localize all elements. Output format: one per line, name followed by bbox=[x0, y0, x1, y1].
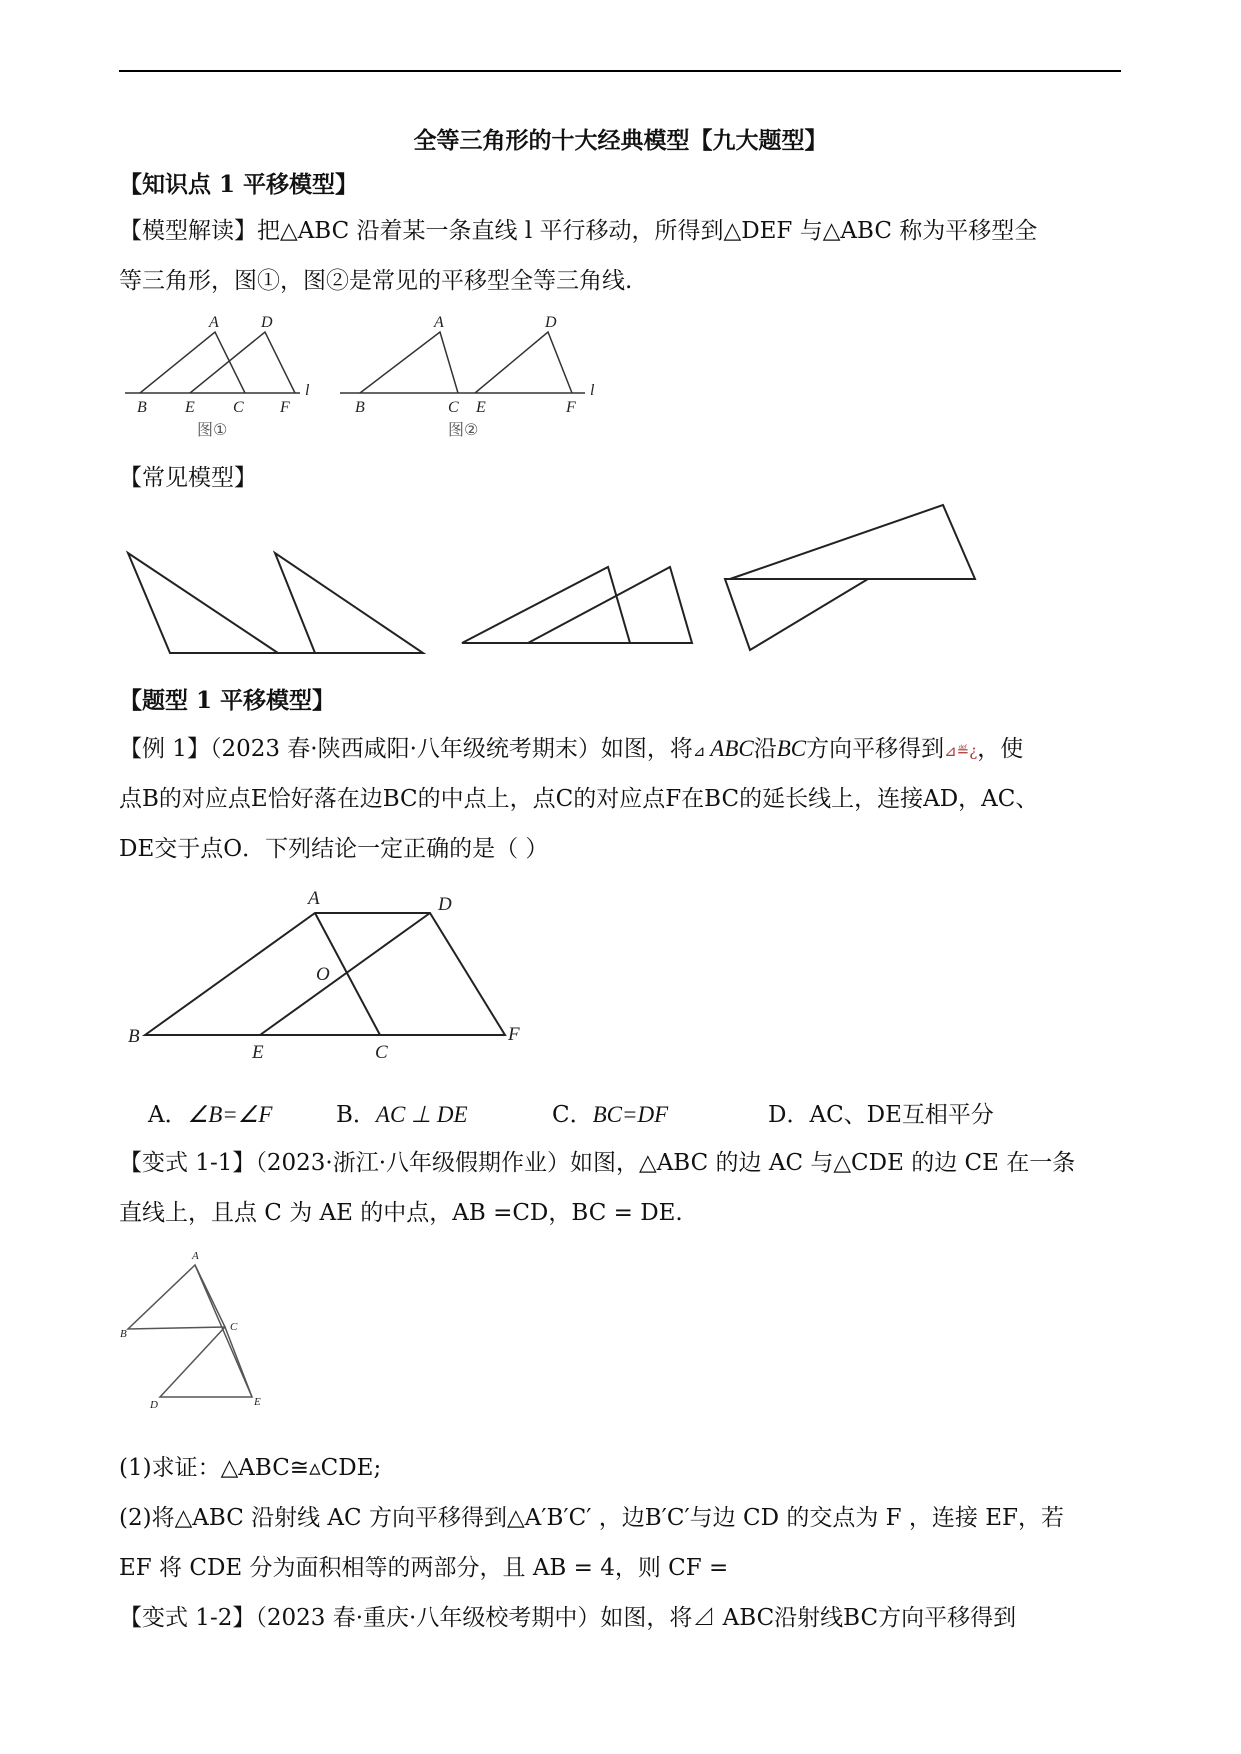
fig1-label-F: F bbox=[280, 399, 290, 416]
fig1-label-l: l bbox=[305, 382, 310, 399]
fig2-label-l: l bbox=[590, 382, 595, 399]
fig1-label-B: B bbox=[137, 399, 147, 416]
example-1-line-1 bbox=[119, 736, 1023, 764]
example-1-prefix: 【例 1】（2023 春·陕西咸阳·八年级统考期末）如图，将 bbox=[119, 736, 693, 762]
ex1-label-B: B bbox=[128, 1026, 140, 1047]
option-d-text: AC、DE互相平分 bbox=[809, 1102, 994, 1128]
fig1-caption: 图① bbox=[197, 420, 228, 439]
variant-1-1-line-1: 【变式 1-1】（2023·浙江·八年级假期作业）如图，△ABC 的边 AC 与△CDE 的边 CE 在一条 bbox=[119, 1150, 1076, 1176]
explain-line-1: 【模型解读】把△ABC 沿着某一条直线 l 平行移动，所得到△DEF 与△ABC 称为平移型全 bbox=[119, 218, 1038, 244]
v11-label-B: B bbox=[120, 1328, 127, 1340]
fig1-label-A: A bbox=[209, 314, 219, 331]
option-b-letter: B． bbox=[336, 1102, 376, 1128]
variant-1-1-figure bbox=[120, 1245, 270, 1415]
ex1-label-D: D bbox=[438, 894, 452, 915]
fig1-label-C: C bbox=[233, 399, 244, 416]
example-1-figure bbox=[120, 880, 540, 1070]
fig1-label-D: D bbox=[261, 314, 273, 331]
common-models-figure bbox=[110, 500, 990, 660]
fig1-label-E: E bbox=[185, 399, 195, 416]
variant-1-1-q1: (1)求证：△ABC≅▵CDE; bbox=[119, 1455, 382, 1481]
ex1-label-F: F bbox=[508, 1024, 520, 1045]
variant-1-2-line-1: 【变式 1-2】（2023 春·重庆·八年级校考期中）如图，将⊿ ABC沿射线BC方向平移得到 bbox=[119, 1605, 1017, 1631]
explain-line-2: 等三角形，图①，图②是常见的平移型全等三角线. bbox=[119, 268, 633, 294]
type-1-heading: 【题型 1 平移模型】 bbox=[119, 687, 336, 714]
option-a[interactable] bbox=[148, 1102, 272, 1128]
fig2-label-A: A bbox=[434, 314, 444, 331]
ex1-label-A: A bbox=[308, 888, 320, 909]
ex1-label-E: E bbox=[252, 1042, 264, 1063]
figure-2 bbox=[340, 315, 610, 445]
triangle-glyph: ⊿ bbox=[692, 742, 711, 760]
variant-1-1-q2-line-1: (2)将△ABC 沿射线 AC 方向平移得到△A′B′C′ ，边B′C′与边 CD 的交点为 F ，连接 EF，若 bbox=[119, 1505, 1064, 1531]
option-b[interactable] bbox=[336, 1102, 468, 1128]
example-1-abc: ABC bbox=[710, 736, 754, 761]
ex1-label-C: C bbox=[375, 1042, 388, 1063]
example-1-glyph: ⊿≝¿ bbox=[944, 742, 978, 760]
example-1-bc: BC bbox=[776, 736, 807, 761]
option-b-text: AC ⊥ DE bbox=[375, 1102, 468, 1127]
option-d[interactable] bbox=[768, 1102, 994, 1128]
fig2-caption: 图② bbox=[448, 420, 479, 439]
option-d-letter: D． bbox=[768, 1102, 810, 1128]
header-rule bbox=[119, 70, 1121, 72]
option-c-letter: C． bbox=[552, 1102, 593, 1128]
example-1-suffix: 方向平移得到 bbox=[806, 736, 945, 762]
variant-1-1-line-2: 直线上，且点 C 为 AE 的中点，AB =CD，BC = DE. bbox=[119, 1200, 683, 1226]
option-a-text: ∠B=∠F bbox=[187, 1102, 273, 1127]
v11-label-A: A bbox=[192, 1250, 199, 1262]
fig2-label-C: C bbox=[448, 399, 459, 416]
fig2-label-F: F bbox=[566, 399, 576, 416]
common-models-heading: 【常见模型】 bbox=[119, 465, 257, 491]
knowledge-point-1-heading: 【知识点 1 平移模型】 bbox=[119, 171, 359, 198]
example-1-mid: 沿 bbox=[753, 736, 777, 762]
option-a-letter: A． bbox=[148, 1102, 188, 1128]
variant-1-1-q2-line-2: EF 将 CDE 分为面积相等的两部分，且 AB = 4，则 CF = bbox=[119, 1555, 729, 1581]
fig2-label-E: E bbox=[476, 399, 486, 416]
option-c-text: BC=DF bbox=[592, 1102, 669, 1127]
fig2-label-D: D bbox=[545, 314, 557, 331]
v11-label-C: C bbox=[230, 1321, 238, 1333]
v11-label-E: E bbox=[254, 1396, 261, 1408]
figure-1 bbox=[125, 315, 325, 445]
example-1-line-2: 点B的对应点E恰好落在边BC的中点上，点C的对应点F在BC的延长线上，连接AD，AC、 bbox=[119, 786, 1039, 812]
example-1-end: ，使 bbox=[977, 736, 1024, 762]
example-1-line-3: DE交于点O．下列结论一定正确的是（ ） bbox=[119, 836, 549, 862]
option-c[interactable] bbox=[552, 1102, 668, 1128]
fig2-label-B: B bbox=[355, 399, 365, 416]
v11-label-D: D bbox=[150, 1399, 158, 1411]
ex1-label-O: O bbox=[316, 964, 330, 985]
document-title: 全等三角形的十大经典模型【九大题型】 bbox=[413, 127, 828, 154]
